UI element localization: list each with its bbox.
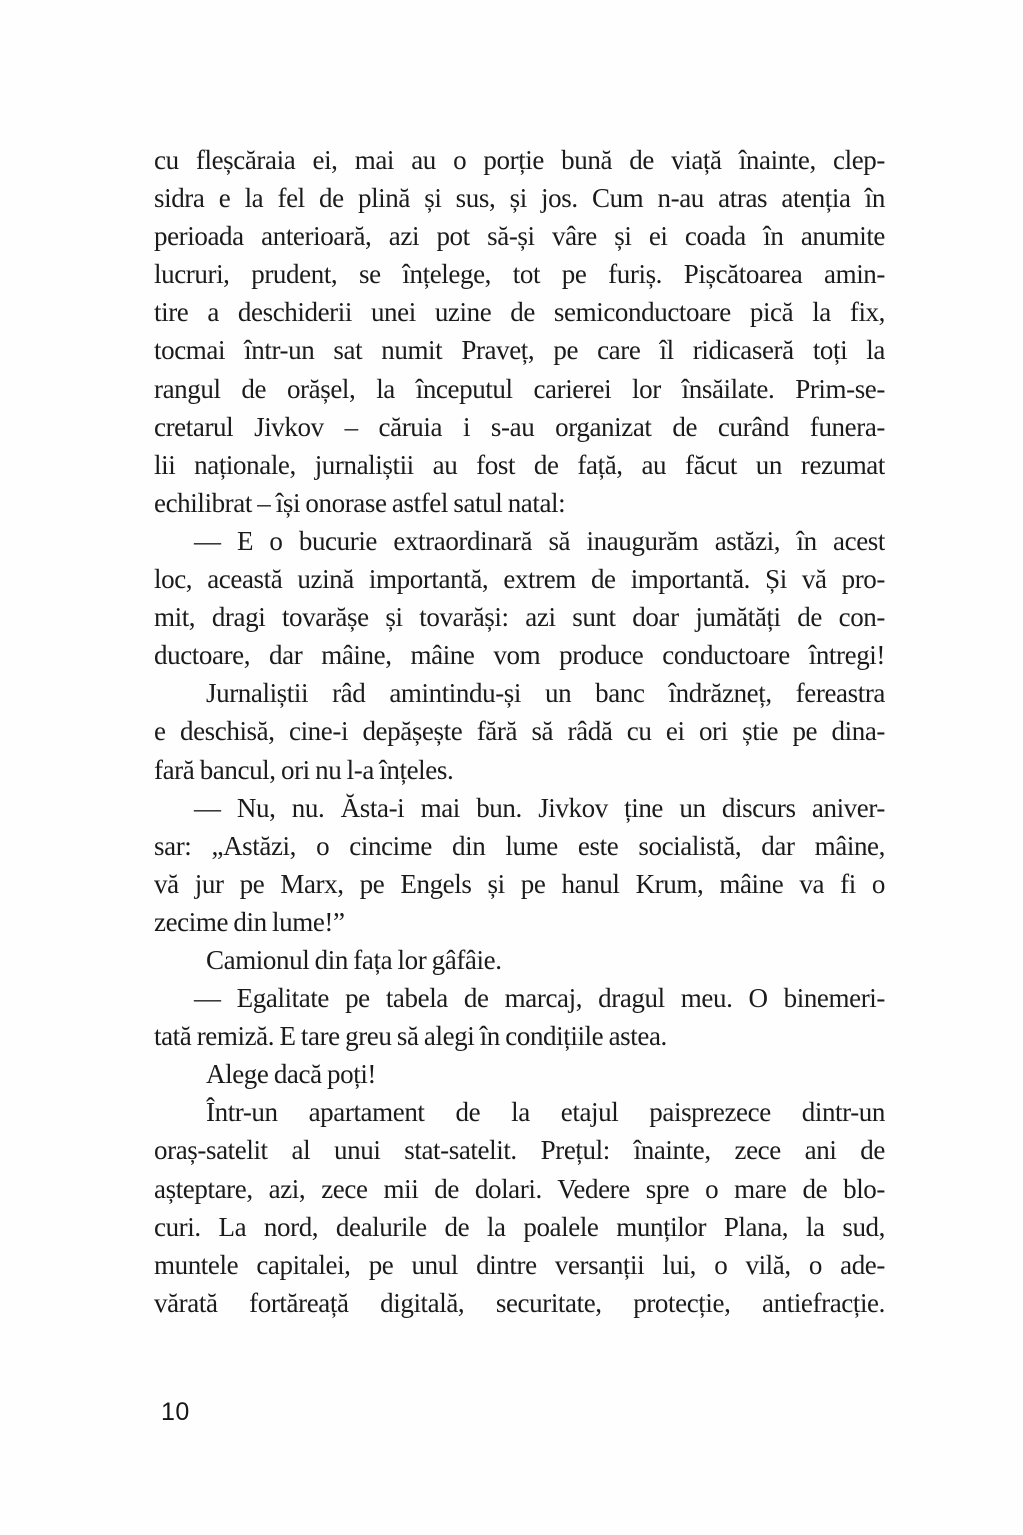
text-line: tire a deschiderii unei uzine de semiconductoare pică la fix,: [154, 297, 885, 328]
text-block: [154, 141, 885, 1322]
text-line: Alege dacă poți!: [206, 1059, 377, 1090]
text-line: sidra e la fel de plină și sus, și jos. Cum n-au atras atenția în: [154, 183, 885, 214]
text-line: oraș-satelit al unui stat-satelit. Prețul: înainte, zece ani de: [154, 1135, 885, 1166]
text-line: cretarul Jivkov – căruia i s-au organizat de curând funera-: [154, 411, 885, 442]
text-line: tată remiză. E tare greu să alegi în condițiile astea.: [154, 1021, 667, 1052]
text-line: loc, această uzină importantă, extrem de importantă. Și vă pro-: [154, 564, 885, 595]
text-line: fară bancul, ori nu l-a înțeles.: [154, 754, 454, 785]
text-line: vă jur pe Marx, pe Engels și pe hanul Krum, mâine va fi o: [154, 868, 885, 899]
text-line: Într-un apartament de la etajul paisprezece dintr-un: [206, 1097, 885, 1128]
text-line: lii naționale, jurnaliștii au fost de față, au făcut un rezumat: [154, 449, 885, 480]
text-line: echilibrat – își onorase astfel satul natal:: [154, 487, 566, 518]
text-line: sar: „Astăzi, o cincime din lume este socialistă, dar mâine,: [154, 830, 885, 861]
page-number: 10: [161, 1398, 190, 1426]
text-line: așteptare, azi, zece mii de dolari. Vedere spre o mare de blo-: [154, 1173, 885, 1204]
text-line: — Egalitate pe tabela de marcaj, dragul meu. O binemeri-: [194, 983, 885, 1014]
text-line: tocmai într-un sat numit Praveț, pe care îl ridicaseră toți la: [154, 335, 885, 366]
text-line: ductoare, dar mâine, mâine vom produce conductoare întregi!: [154, 640, 885, 671]
text-line: — Nu, nu. Ăsta-i mai bun. Jivkov ține un discurs aniver-: [194, 792, 885, 823]
text-line: e deschisă, cine-i depășește fără să râdă cu ei ori știe pe dina-: [154, 716, 885, 747]
text-line: perioada anterioară, azi pot să-și vâre și ei coada în anumite: [154, 221, 885, 252]
text-line: mit, dragi tovarășe și tovarăși: azi sunt doar jumătăți de con-: [154, 602, 885, 633]
text-line: cu fleșcăraia ei, mai au o porție bună de viață înainte, clep-: [154, 145, 885, 175]
text-line: — E o bucurie extraordinară să inaugurăm astăzi, în acest: [194, 525, 885, 556]
text-line: muntele capitalei, pe unul dintre versanții lui, o vilă, o ade-: [154, 1249, 885, 1280]
text-line: vărată fortăreață digitală, securitate, protecție, antiefracție.: [154, 1287, 885, 1318]
text-line: Camionul din fața lor gâfâie.: [206, 944, 502, 975]
text-line: lucruri, prudent, se înțelege, tot pe furiș. Pișcătoarea amin-: [154, 259, 885, 290]
text-line: Jurnaliștii râd amintindu-și un banc îndrăzneț, fereastra: [206, 678, 885, 709]
text-line: curi. La nord, dealurile de la poalele munților Plana, la sud,: [154, 1211, 885, 1242]
text-line: zecime din lume!”: [154, 906, 345, 937]
text-line: rangul de orășel, la începutul carierei lor însăilate. Prim-se-: [154, 373, 885, 404]
